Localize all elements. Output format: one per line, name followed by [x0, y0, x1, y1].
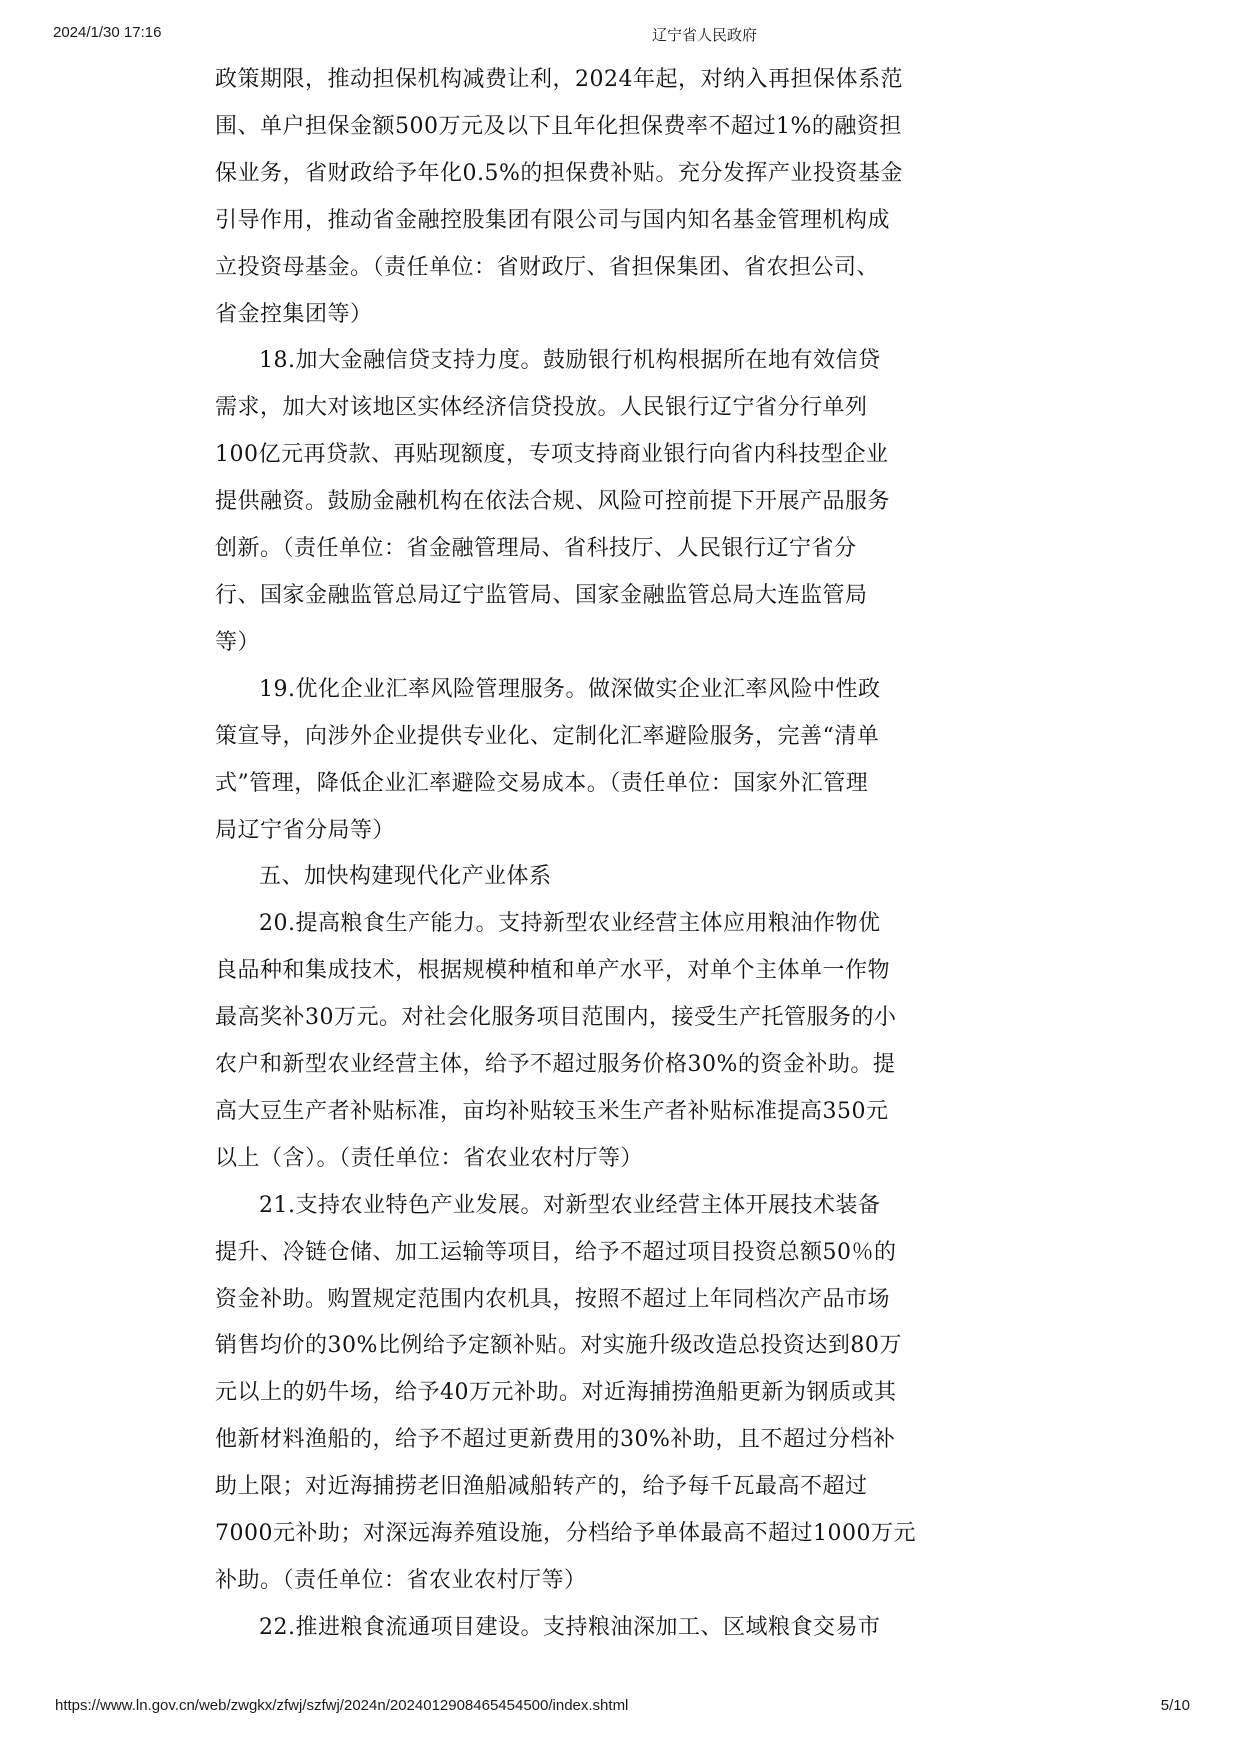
text-line: 引导作用，推动省金融控股集团有限公司与国内知名基金管理机构成	[215, 207, 891, 233]
document-body	[215, 57, 1015, 1652]
text-line: 22.推进粮食流通项目建设。支持粮油深加工、区域粮食交易市	[259, 1614, 881, 1640]
text-line: 助上限；对近海捕捞老旧渔船减船转产的，给予每千瓦最高不超过	[215, 1474, 868, 1500]
text-line: 保业务，省财政给予年化0.5%的担保费补贴。充分发挥产业投资基金	[215, 160, 903, 186]
text-line: 行、国家金融监管总局辽宁监管局、国家金融监管总局大连监管局	[215, 582, 868, 608]
text-line: 元以上的奶牛场，给予40万元补助。对近海捕捞渔船更新为钢质或其	[215, 1380, 897, 1406]
text-line: 销售均价的30%比例给予定额补贴。对实施升级改造总投资达到80万	[215, 1333, 902, 1359]
text-line: 21.支持农业特色产业发展。对新型农业经营主体开展技术装备	[259, 1192, 881, 1218]
text-line: 19.优化企业汇率风险管理服务。做深做实企业汇率风险中性政	[259, 676, 881, 702]
text-line: 需求，加大对该地区实体经济信贷投放。人民银行辽宁省分行单列	[215, 395, 868, 421]
text-line: 最高奖补30万元。对社会化服务项目范围内，接受生产托管服务的小	[215, 1005, 897, 1031]
text-line: 补助。（责任单位：省农业农村厅等）	[215, 1568, 587, 1593]
text-line: 20.提高粮食生产能力。支持新型农业经营主体应用粮油作物优	[259, 911, 881, 937]
text-line: 良品种和集成技术，根据规模种植和单产水平，对单个主体单一作物	[215, 958, 891, 984]
text-line: 创新。（责任单位：省金融管理局、省科技厅、人民银行辽宁省分	[215, 536, 857, 562]
text-line: 提升、冷链仓储、加工运输等项目，给予不超过项目投资总额50％的	[215, 1239, 897, 1265]
text-line: 提供融资。鼓励金融机构在依法合规、风险可控前提下开展产品服务	[215, 489, 891, 515]
print-footer-page-number: 5/10	[1160, 1697, 1190, 1714]
text-line: 以上（含）。（责任单位：省农业农村厅等）	[215, 1145, 644, 1171]
text-line: 他新材料渔船的，给予不超过更新费用的30%补助，且不超过分档补	[215, 1427, 896, 1453]
text-line: 省金控集团等）	[215, 301, 373, 327]
print-header-title: 辽宁省人民政府	[651, 27, 757, 44]
text-line: 立投资母基金。（责任单位：省财政厅、省担保集团、省农担公司、	[215, 254, 880, 280]
text-line: 局辽宁省分局等）	[215, 817, 396, 843]
text-line: 高大豆生产者补贴标准，亩均补贴较玉米生产者补贴标准提高350元	[215, 1098, 889, 1124]
text-line: 农户和新型农业经营主体，给予不超过服务价格30%的资金补助。提	[215, 1052, 896, 1078]
text-line: 资金补助。购置规定范围内农机具，按照不超过上年同档次产品市场	[215, 1286, 891, 1312]
text-line: 政策期限，推动担保机构减费让利，2024年起，对纳入再担保体系范	[215, 67, 903, 92]
text-line: 7000元补助；对深远海养殖设施，分档给予单体最高不超过1000万元	[215, 1521, 916, 1547]
print-header-datetime: 2024/1/30 17:16	[53, 24, 162, 41]
text-line: 策宣导，向涉外企业提供专业化、定制化汇率避险服务，完善“清单	[215, 723, 880, 749]
text-line: 式”管理，降低企业汇率避险交易成本。（责任单位：国家外汇管理	[215, 770, 869, 796]
text-line: 等）	[215, 629, 261, 655]
text-line: 围、单户担保金额500万元及以下且年化担保费率不超过1%的融资担	[215, 113, 902, 139]
print-footer-url: https://www.ln.gov.cn/web/zwgkx/zfwj/szfwj/2024n/2024012908465454500/index.shtml	[55, 1697, 629, 1714]
text-line: 18.加大金融信贷支持力度。鼓励银行机构根据所在地有效信贷	[259, 348, 881, 374]
text-line: 100亿元再贷款、再贴现额度，专项支持商业银行向省内科技型企业	[215, 442, 889, 468]
text-line: 五、加快构建现代化产业体系	[259, 864, 552, 890]
